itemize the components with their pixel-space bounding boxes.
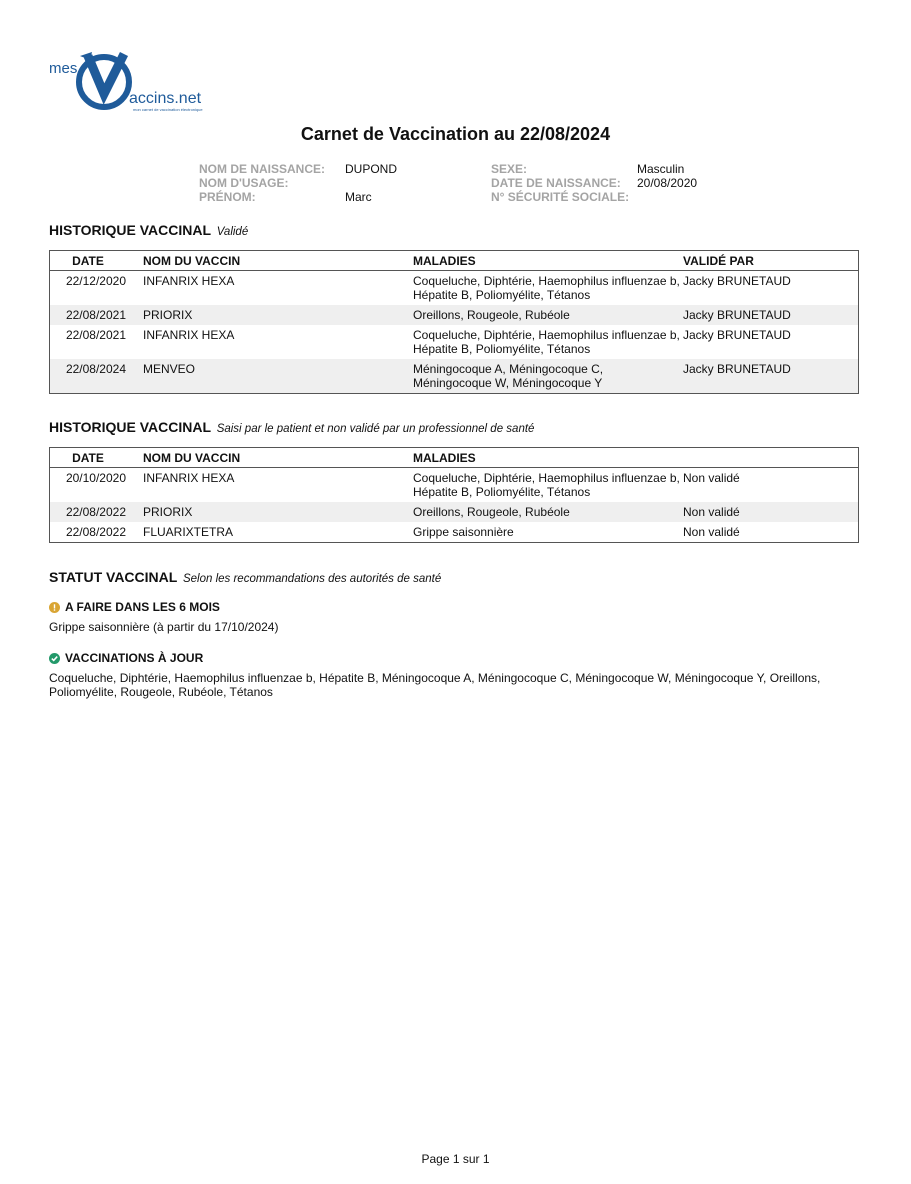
table-row [50, 325, 859, 359]
cell-statut: Non validé [683, 502, 859, 522]
cell-maladies: Méningocoque A, Méningocoque C, Méningocoque W, Méningocoque Y [413, 359, 683, 394]
col-valide-par: VALIDÉ PAR [683, 251, 859, 271]
nom-naissance-label: NOM DE NAISSANCE: [199, 162, 326, 176]
cell-maladies: Coqueluche, Diphtérie, Haemophilus influenzae b, Hépatite B, Poliomyélite, Tétanos [413, 471, 680, 499]
mesvaccins-logo [48, 50, 218, 114]
historique-valide-title [49, 222, 248, 238]
cell-date: 22/08/2021 [50, 305, 144, 325]
cell-maladies: Oreillons, Rougeole, Rubéole [413, 305, 683, 325]
cell-vaccin: PRIORIX [143, 502, 413, 522]
cell-valide-par: Jacky BRUNETAUD [683, 328, 791, 342]
date-naissance-value: 20/08/2020 [637, 176, 698, 190]
col-statut [683, 448, 859, 468]
cell-maladies: Grippe saisonnière [413, 525, 514, 539]
date-naissance-label: DATE DE NAISSANCE: [491, 176, 621, 190]
patient-values-right [637, 162, 697, 204]
cell-maladies: Coqueluche, Diphtérie, Haemophilus influenzae b, Hépatite B, Poliomyélite, Tétanos [413, 274, 680, 302]
a-jour-heading [49, 651, 203, 665]
col-maladies: MALADIES [413, 251, 683, 271]
vaccin-v-logo-icon [48, 50, 218, 114]
cell-maladies: Oreillons, Rougeole, Rubéole [413, 502, 683, 522]
cell-vaccin: INFANRIX HEXA [143, 471, 235, 485]
cell-date: 22/08/2022 [65, 525, 126, 539]
section-subtitle: Selon les recommandations des autorités de santé [182, 573, 442, 585]
section-subtitle: Validé [216, 226, 249, 238]
statut-vaccinal-title [49, 569, 441, 585]
cell-date: 22/08/2021 [65, 328, 126, 342]
table-header-row [50, 448, 859, 468]
cell-vaccin: FLUARIXTETRA [143, 525, 234, 539]
historique-non-valide-title [49, 419, 534, 435]
table-header-row [50, 251, 859, 271]
patient-labels-right [491, 162, 629, 204]
cell-statut: Non validé [683, 471, 740, 485]
prenom-value: Marc [345, 190, 372, 204]
cell-date: 22/08/2022 [50, 502, 144, 522]
cell-maladies: Coqueluche, Diphtérie, Haemophilus influenzae b, Hépatite B, Poliomyélite, Tétanos [413, 328, 680, 356]
a-jour-text: Coqueluche, Diphtérie, Haemophilus influenzae b, Hépatite B, Méningocoque A, Méningocoque C, Méningocoque W, Méningocoque Y, Oreillons, Poliomyélite, Rougeole, Rubéole, Tétanos [49, 671, 821, 699]
col-vaccin: NOM DU VACCIN [143, 448, 413, 468]
col-vaccin: NOM DU VACCIN [143, 251, 413, 271]
prenom-label: PRÉNOM: [199, 190, 256, 204]
historique-valide-table [49, 250, 859, 394]
warning-icon [49, 602, 60, 613]
col-date: DATE [50, 448, 144, 468]
cell-vaccin: MENVEO [143, 359, 413, 394]
patient-labels-left [199, 162, 325, 204]
cell-vaccin: PRIORIX [143, 305, 413, 325]
cell-vaccin: INFANRIX HEXA [143, 328, 235, 342]
cell-statut: Non validé [683, 525, 740, 539]
secu-label: N° SÉCURITÉ SOCIALE: [491, 190, 630, 204]
table-row [50, 271, 859, 306]
cell-valide-par: Jacky BRUNETAUD [683, 305, 859, 325]
secu-value [637, 190, 697, 204]
cell-date: 22/12/2020 [65, 274, 126, 288]
svg-text:mes: mes [49, 60, 78, 77]
table-row [50, 502, 859, 522]
section-heading: STATUT VACCINAL [49, 569, 178, 585]
check-circle-icon [49, 653, 60, 664]
page-title: Carnet de Vaccination au 22/08/2024 [300, 124, 611, 144]
sexe-label: SEXE: [491, 162, 528, 176]
cell-vaccin: INFANRIX HEXA [143, 274, 235, 288]
a-jour-label: VACCINATIONS À JOUR [65, 651, 204, 665]
patient-values-left [345, 162, 397, 204]
col-maladies: MALADIES [413, 448, 683, 468]
table-row [50, 468, 859, 503]
table-row [50, 359, 859, 394]
nom-usage-value [345, 176, 397, 190]
a-faire-heading [49, 600, 220, 614]
col-date: DATE [50, 251, 144, 271]
section-subtitle: Saisi par le patient et non validé par un professionnel de santé [216, 423, 535, 435]
a-faire-label: A FAIRE DANS LES 6 MOIS [65, 600, 220, 614]
cell-date: 22/08/2024 [50, 359, 144, 394]
cell-date: 20/10/2020 [65, 471, 126, 485]
table-row [50, 522, 859, 543]
sexe-value: Masculin [637, 162, 685, 176]
table-row [50, 305, 859, 325]
cell-valide-par: Jacky BRUNETAUD [683, 274, 791, 288]
svg-text:accins.net: accins.net [129, 90, 202, 107]
a-faire-text: Grippe saisonnière (à partir du 17/10/2024) [49, 620, 279, 634]
section-heading: HISTORIQUE VACCINAL [49, 222, 211, 238]
page-number: Page 1 sur 1 [421, 1152, 490, 1166]
nom-naissance-value: DUPOND [345, 162, 398, 176]
cell-valide-par: Jacky BRUNETAUD [683, 359, 859, 394]
nom-usage-label: NOM D'USAGE: [199, 176, 289, 190]
historique-non-valide-table [49, 447, 859, 543]
svg-text:mon carnet de vaccination élec: mon carnet de vaccination électronique [133, 107, 203, 112]
section-heading: HISTORIQUE VACCINAL [49, 419, 211, 435]
